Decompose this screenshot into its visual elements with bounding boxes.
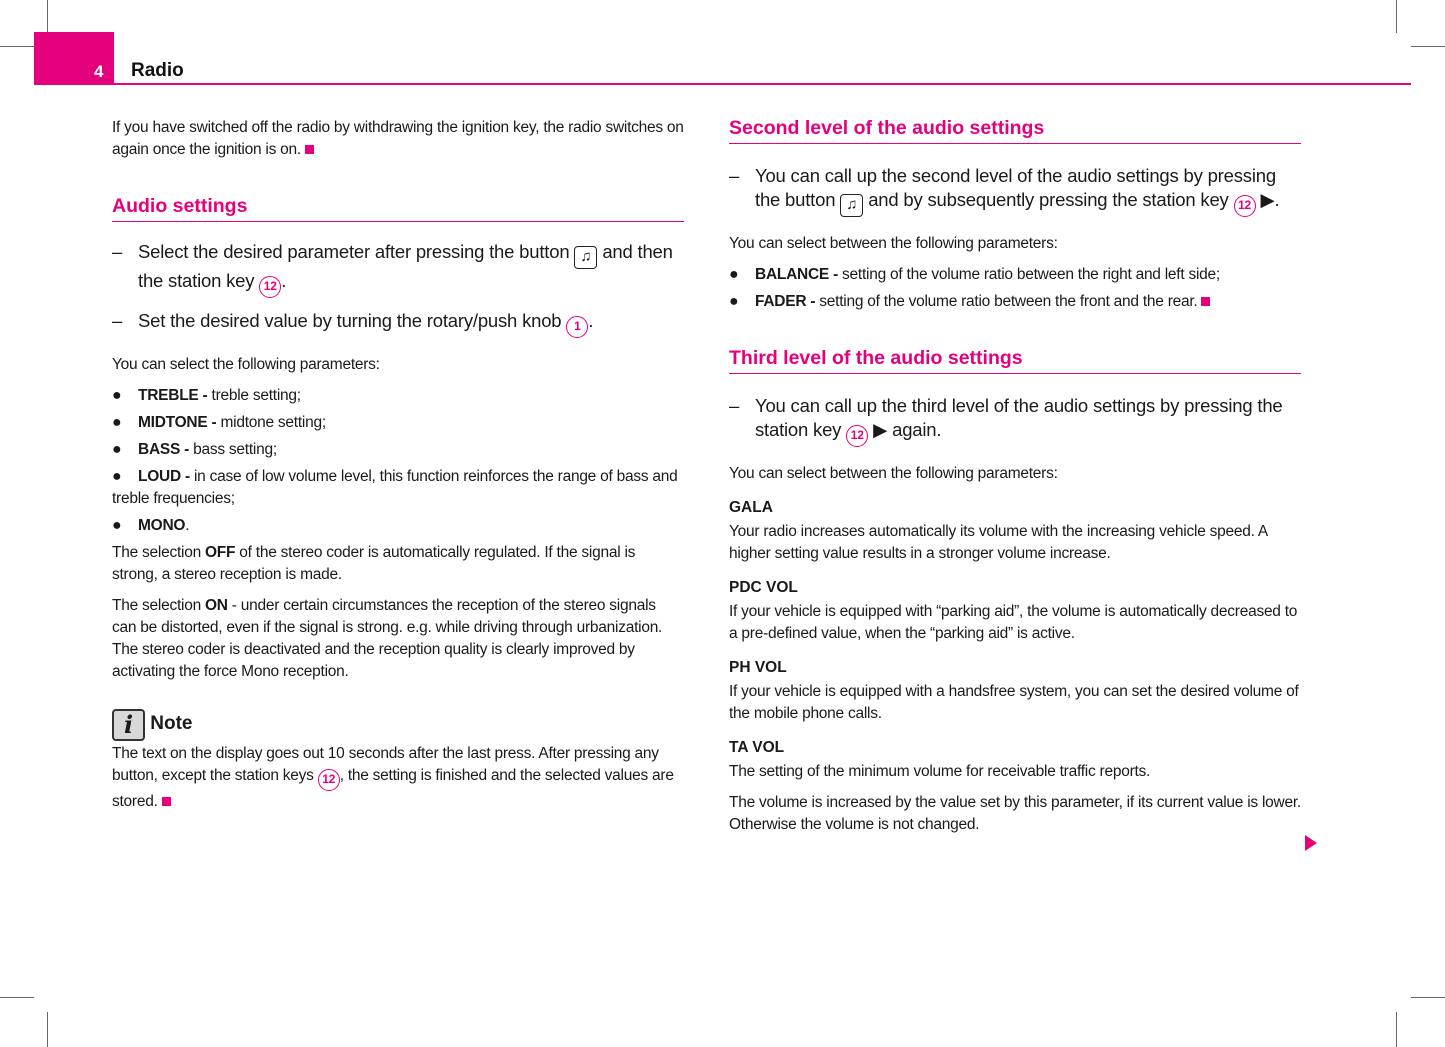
continue-arrow-icon — [1305, 835, 1317, 851]
step: – Set the desired value by turning the rotary/push knob 1 . — [112, 309, 684, 338]
note-text: The text on the display goes out 10 seconds after the last press. After pressing any button, except the station keys 12 , the setting is finished and the selected values are stored. — [112, 745, 674, 810]
section-text: If your vehicle is equipped with “parking aid”, the volume is automatically decreased to a pre-defined value, when the “parking aid” is active. — [729, 603, 1298, 642]
list-item: ● FADER - setting of the volume ratio between the front and the rear. — [729, 291, 1301, 313]
heading-third-level: Third level of the audio settings — [729, 347, 1301, 374]
info-icon: i — [112, 709, 145, 741]
list-item: ● MIDTONE - midtone setting; — [112, 414, 326, 431]
crop-mark — [1396, 0, 1397, 33]
params-intro: You can select between the following parameters: — [729, 465, 1058, 482]
rotary-knob-icon: 1 — [566, 316, 588, 338]
right-column — [729, 117, 1301, 845]
crop-mark — [1411, 997, 1445, 998]
list-item: ● BALANCE - setting of the volume ratio between the right and left side; — [729, 266, 1220, 283]
section-title: TA VOL — [729, 739, 785, 756]
left-column — [112, 117, 684, 822]
header-rule — [114, 83, 1411, 85]
step: – You can call up the second level of the audio settings by pressing the button ♫ and by subsequently pressing the station key 12 ▶. — [729, 164, 1301, 217]
crop-mark — [1411, 46, 1445, 47]
chapter-title: Radio — [131, 60, 184, 81]
params-intro: You can select the following parameters: — [112, 356, 380, 373]
note-heading: i Note — [112, 709, 684, 741]
list-item: ● MONO. — [112, 517, 190, 534]
end-marker-icon — [1201, 297, 1210, 306]
step: – Select the desired parameter after pressing the button ♫ and then the station key 12 . — [112, 240, 684, 298]
station-key-icon: 12 — [318, 769, 340, 791]
music-button-icon: ♫ — [840, 194, 863, 217]
section-title: GALA — [729, 499, 773, 516]
step: – You can call up the third level of the audio settings by pressing the station key 12 ▶ again. — [729, 394, 1301, 447]
station-key-icon: 12 — [259, 276, 281, 298]
list-item: ● BASS - bass setting; — [112, 441, 277, 458]
crop-mark — [0, 997, 34, 998]
final-paragraph: The volume is increased by the value set by this parameter, if its current value is lower. Otherwise the volume is not changed. — [729, 794, 1301, 833]
music-button-icon: ♫ — [574, 246, 597, 269]
intro-paragraph: If you have switched off the radio by withdrawing the ignition key, the radio switches on again once the ignition is on. — [112, 119, 684, 158]
section-title: PH VOL — [729, 659, 787, 676]
station-key-icon: 12 — [1234, 195, 1256, 217]
list-item: ● TREBLE - treble setting; — [112, 387, 301, 404]
heading-second-level: Second level of the audio settings — [729, 117, 1301, 144]
crop-mark — [0, 46, 34, 47]
params-intro: You can select between the following parameters: — [729, 235, 1058, 252]
end-marker-icon — [162, 797, 171, 806]
section-text: The setting of the minimum volume for receivable traffic reports. — [729, 763, 1151, 780]
off-paragraph: The selection OFF of the stereo coder is automatically regulated. If the signal is strong, a stereo reception is made. — [112, 544, 636, 583]
section-text: Your radio increases automatically its volume with the increasing vehicle speed. A higher setting value results in a stronger volume increase. — [729, 523, 1268, 562]
crop-mark — [1396, 1012, 1397, 1047]
page-number: 4 — [94, 62, 104, 81]
section-text: If your vehicle is equipped with a handsfree system, you can set the desired volume of the mobile phone calls. — [729, 683, 1299, 722]
section-title: PDC VOL — [729, 579, 798, 596]
crop-mark — [47, 0, 48, 33]
station-key-icon: 12 — [846, 425, 868, 447]
heading-audio-settings: Audio settings — [112, 195, 684, 222]
end-marker-icon — [305, 145, 314, 154]
crop-mark — [47, 1012, 48, 1047]
on-paragraph: The selection ON - under certain circumstances the reception of the stereo signals can be distorted, even if the signal is strong. e.g. while driving through urbanization. The stereo coder is deactivated and the reception quality is clearly improved by activating the force Mono reception. — [112, 597, 663, 680]
list-item: ● LOUD - in case of low volume level, this function reinforces the range of bass and treble frequencies; — [112, 468, 678, 507]
